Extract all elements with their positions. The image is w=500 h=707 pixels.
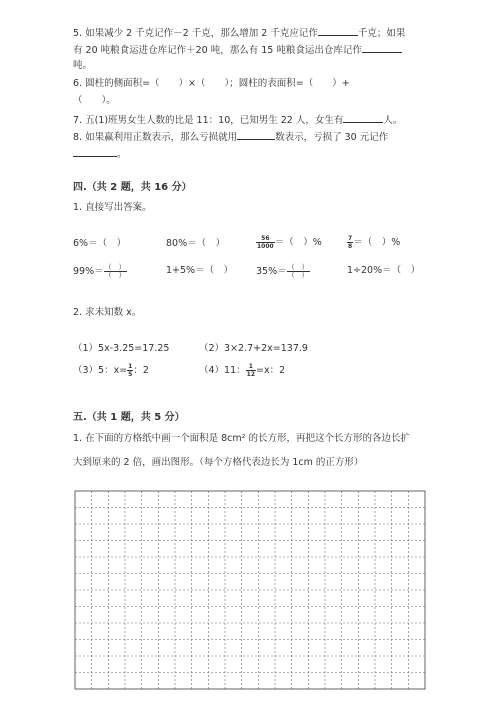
calc-r1c2: 80%＝（ ） bbox=[166, 238, 226, 249]
calc-r1c3 bbox=[256, 235, 322, 250]
section5-title: 五.（共 1 题，共 5 分） bbox=[73, 412, 185, 423]
fraction-numerator: （ ） bbox=[104, 263, 126, 271]
fraction-numerator: 56 bbox=[256, 235, 275, 243]
q5-line3: 吨。 bbox=[73, 60, 93, 71]
equation-2: （2）3×2.7+2x=137.9 bbox=[199, 343, 308, 354]
q5-line1 bbox=[73, 26, 405, 40]
fraction-denominator: （ ） bbox=[287, 271, 309, 279]
q5-text-b: 千克；如果 bbox=[357, 28, 406, 39]
calc-suffix: ＝（ ）% bbox=[353, 237, 401, 248]
fraction bbox=[256, 235, 275, 250]
q6-line2: （ ）。 bbox=[73, 95, 116, 106]
equation-3 bbox=[73, 363, 149, 378]
fraction-denominator: 8 bbox=[348, 243, 353, 250]
calc-prefix: 99%＝ bbox=[73, 266, 104, 277]
equation-prefix: （3）5：x= bbox=[73, 365, 128, 376]
fraction bbox=[287, 264, 310, 279]
q7-text-b: 人。 bbox=[383, 115, 403, 126]
section4-title: 四.（共 2 题，共 16 分） bbox=[73, 182, 192, 193]
fraction bbox=[104, 264, 127, 279]
fraction-denominator: 1000 bbox=[257, 243, 274, 250]
equation-prefix: （4）11： bbox=[199, 365, 246, 376]
answer-blank[interactable] bbox=[318, 26, 358, 36]
fraction-denominator: 12 bbox=[246, 371, 255, 378]
calc-suffix: ＝（ ）% bbox=[274, 237, 322, 248]
q8-text-a: 8. 如果赢利用正数表示，那么亏损就用 bbox=[73, 132, 238, 143]
grid-paper[interactable] bbox=[74, 490, 426, 690]
calc-r2c3 bbox=[256, 264, 310, 279]
fraction-numerator: 7 bbox=[348, 235, 353, 242]
fraction-denominator: （ ） bbox=[104, 271, 126, 279]
q5-text-a: 5. 如果减少 2 千克记作－2 千克，那么增加 2 千克应记作 bbox=[73, 28, 318, 39]
answer-blank[interactable] bbox=[73, 147, 117, 157]
q8-line2 bbox=[73, 147, 127, 161]
answer-blank[interactable] bbox=[362, 43, 402, 53]
fraction-numerator: 1 bbox=[128, 363, 133, 370]
equation-suffix: =x：2 bbox=[256, 365, 286, 376]
equation-1: （1）5x-3.25=17.25 bbox=[73, 343, 170, 354]
q8-line1 bbox=[73, 130, 388, 144]
calc-r2c4: 1÷20%＝（ ） bbox=[347, 265, 421, 276]
calc-r1c4 bbox=[347, 235, 400, 250]
answer-blank[interactable] bbox=[237, 130, 275, 140]
section4-q1: 1. 直接写出答案。 bbox=[73, 202, 152, 213]
q8-text-b: 数表示，亏损了 30 元记作 bbox=[275, 132, 389, 143]
calc-r1c1: 6%＝（ ） bbox=[73, 238, 127, 249]
section5-q1-line2: 大到原来的 2 倍，画出图形。（每个方格代表边长为 1cm 的正方形） bbox=[73, 457, 364, 468]
calc-prefix: 35%＝ bbox=[256, 266, 287, 277]
q5-text-c: 有 20 吨粮食运进仓库记作＋20 吨，那么有 15 吨粮食运出仓库记作 bbox=[73, 45, 362, 56]
q7-line bbox=[73, 113, 402, 127]
fraction-numerator: （ ） bbox=[287, 263, 309, 271]
fraction-numerator: 1 bbox=[246, 363, 256, 371]
section4-q2: 2. 求未知数 x。 bbox=[73, 307, 142, 318]
section5-q1-line1: 1. 在下面的方格纸中画一个面积是 8cm² 的长方形，再把这个长方形的各边长扩 bbox=[73, 433, 410, 444]
equation-4 bbox=[199, 363, 285, 378]
answer-blank[interactable] bbox=[343, 113, 383, 123]
q6-line1: 6. 圆柱的侧面积=（ ）×（ ）；圆柱的表面积=（ ）+ bbox=[73, 78, 350, 89]
q8-text-c: 。 bbox=[117, 149, 127, 160]
fraction-denominator: 5 bbox=[128, 371, 133, 378]
fraction bbox=[246, 363, 256, 378]
q5-line2 bbox=[73, 43, 402, 57]
calc-r2c2: 1+5%＝（ ） bbox=[166, 265, 234, 276]
calc-r2c1 bbox=[73, 264, 127, 279]
q7-text-a: 7. 五(1)班男女生人数的比是 11：10，已知男生 22 人，女生有 bbox=[73, 115, 344, 126]
equation-suffix: ：2 bbox=[133, 365, 149, 376]
